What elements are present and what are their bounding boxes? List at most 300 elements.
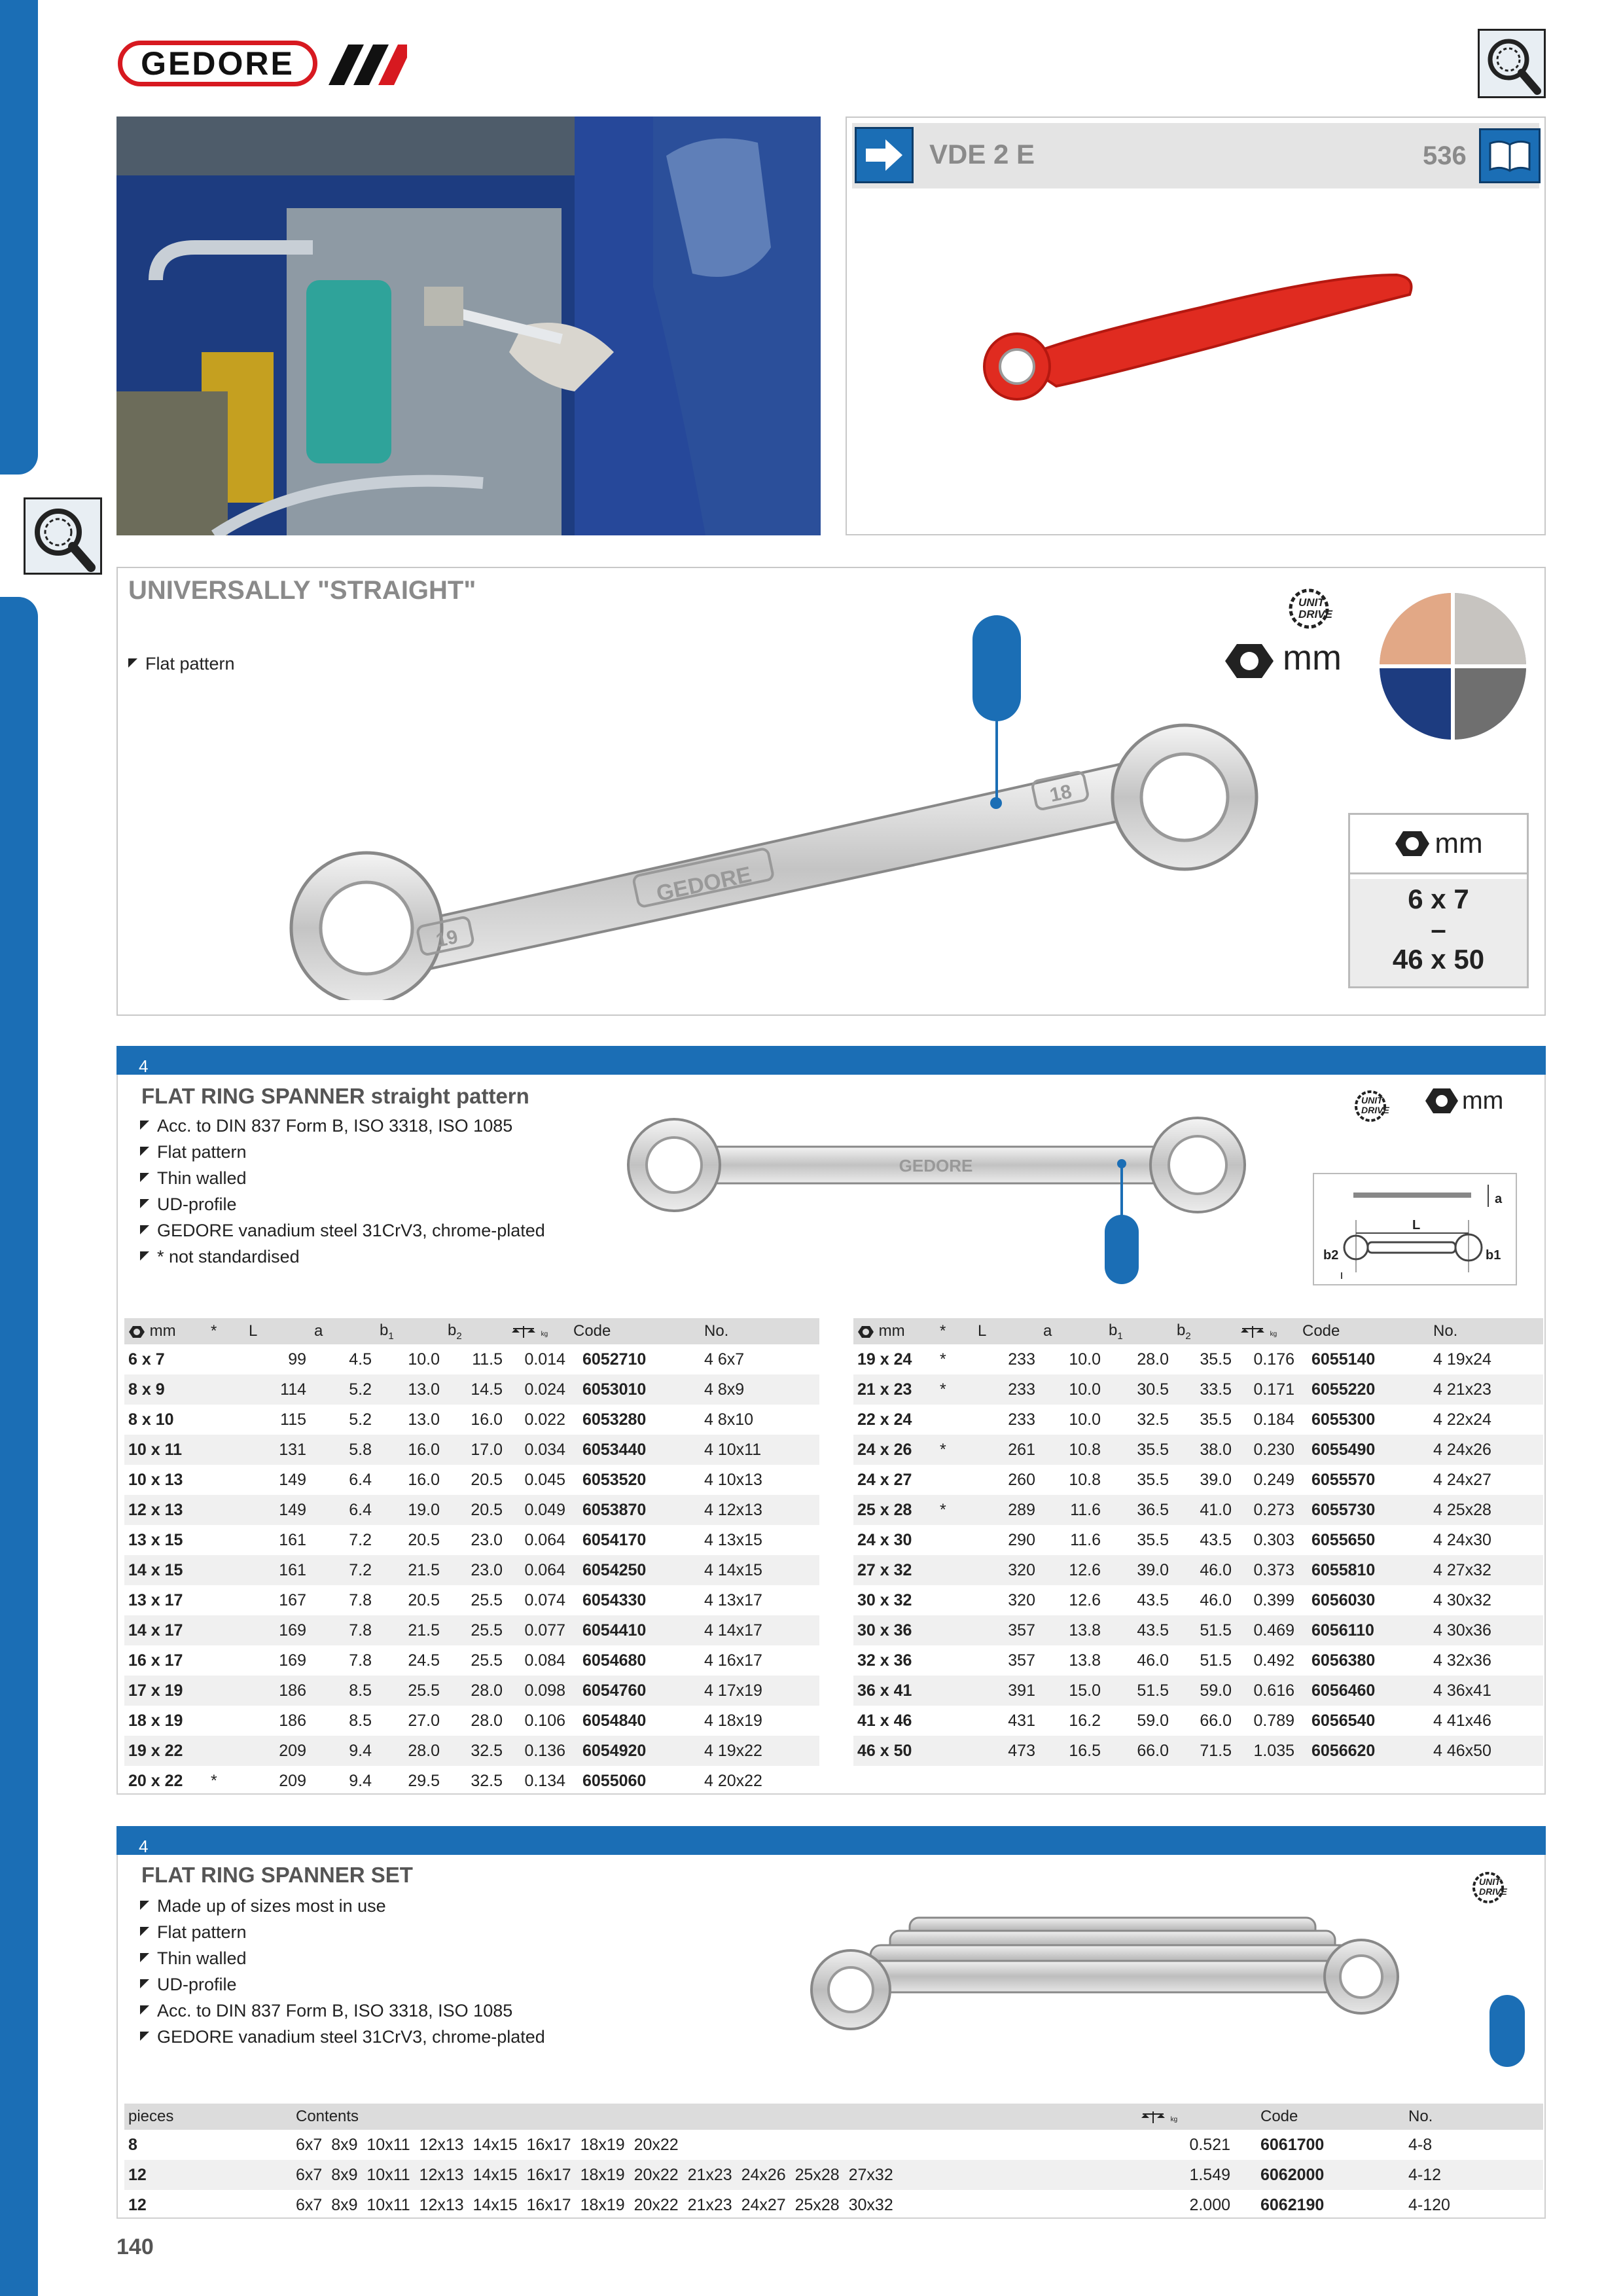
cell-code: 6054330 [582,1590,647,1609]
cell-b1: 24.5 [408,1651,440,1670]
cell-b2: 35.5 [1200,1410,1232,1429]
table-row [853,1706,1543,1736]
cell-a: 12.6 [1069,1590,1101,1609]
table-row [124,2190,1543,2220]
col-code: Code [1298,1318,1429,1344]
cell-star [207,1374,245,1405]
cell-size: 17 x 19 [124,1676,207,1706]
cell-a: 16.2 [1069,1711,1101,1730]
side-tab-bottom [0,597,38,2296]
cell-a: 13.8 [1069,1651,1101,1670]
cell-b2: 39.0 [1200,1470,1232,1489]
table-row [124,1676,819,1706]
cell-contents: 6x7 8x9 10x11 12x13 14x15 16x17 18x19 20x22 21x23 24x26 25x28 27x32 [292,2160,1136,2190]
section-title [141,1084,529,1109]
cell-size: 20 x 22 [128,1771,183,1790]
cell-b2: 33.5 [1173,1374,1236,1405]
cell-weight: 0.045 [524,1470,565,1489]
table-row [124,1525,819,1555]
pointer-line [995,721,998,800]
table-row [124,1374,819,1405]
cell-L: 167 [279,1590,306,1609]
cell-no: 4 10x11 [700,1435,819,1465]
cell-b2: 25.5 [471,1590,503,1609]
cell-no: 4 24x26 [1429,1435,1543,1465]
col-weight-unit: kg [541,1331,548,1338]
cell-size: 16 x 17 [128,1651,183,1670]
side-tab-top [0,0,38,475]
bullet-item: Thin walled [139,1165,545,1191]
cell-b2: 46.0 [1200,1590,1232,1609]
cell-pieces: 12 [128,2195,147,2214]
hex-nut-icon [1424,1086,1459,1115]
cell-size: 41 x 46 [857,1711,912,1730]
cell-b1: 51.5 [1105,1676,1173,1706]
crossref-page[interactable]: 536 [1423,141,1467,170]
col-no: No. [1404,2104,1543,2130]
cell-b1: 21.5 [376,1615,444,1645]
diagram-label-a: a [1495,1192,1503,1206]
unit-drive-line1: UNIT [1479,1876,1501,1887]
cell-L: 99 [288,1350,306,1369]
cell-b1: 16.0 [376,1435,444,1465]
cell-a: 8.5 [310,1676,376,1706]
cell-b2: 41.0 [1173,1495,1236,1525]
size-range-dash: – [1431,914,1446,944]
col-a: a [1039,1318,1105,1344]
pointer-pill [1489,1995,1525,2067]
bullet-item: Flat pattern [127,651,235,677]
cell-code: 6054840 [582,1711,647,1730]
cell-a: 10.0 [1039,1374,1105,1405]
cell-star [207,1344,245,1374]
cell-weight: 0.399 [1253,1590,1294,1609]
cell-b2: 38.0 [1173,1435,1236,1465]
cell-size: 19 x 22 [124,1736,207,1766]
col-size-unit: mm [149,1322,176,1340]
global-use-icon [1374,588,1531,745]
wrench-brand-mark: GEDORE [899,1156,973,1175]
cell-a: 15.0 [1039,1676,1105,1706]
cell-b1: 35.5 [1137,1470,1169,1489]
cell-no: 4 30x32 [1433,1590,1491,1609]
scale-icon [510,1325,537,1339]
cell-code: 6056620 [1298,1736,1429,1766]
cell-size: 10 x 11 [124,1435,207,1465]
spanner-set-image [805,1898,1407,2042]
cell-star [207,1435,245,1465]
arrow-right-icon[interactable] [855,127,914,183]
col-b2-sub: 2 [1185,1330,1191,1342]
unit-drive-icon [1470,1868,1522,1910]
cell-L: 169 [245,1615,310,1645]
bullet-item: Made up of sizes most in use [139,1893,545,1919]
cell-b2: 16.0 [471,1410,503,1429]
section-number: 4 [139,1837,149,1856]
cell-star: * [940,1350,946,1369]
cell-L: 260 [1008,1470,1035,1489]
cell-no: 4 19x24 [1433,1350,1491,1369]
cell-a: 6.4 [310,1495,376,1525]
cell-b1: 32.5 [1137,1410,1169,1429]
cell-code: 6056460 [1298,1676,1429,1706]
cell-star [207,1676,245,1706]
cell-no: 4 13x17 [704,1590,762,1609]
cell-weight: 0.024 [507,1374,569,1405]
cell-b2: 23.0 [471,1530,503,1549]
table-row [124,1465,819,1495]
cell-b2: 43.5 [1200,1530,1232,1549]
cell-code: 6056540 [1311,1711,1376,1730]
spanner-table-left [124,1318,819,1796]
cell-b2: 20.5 [471,1470,503,1489]
table-row [853,1405,1543,1435]
cell-L: 169 [279,1651,306,1670]
cell-b1: 20.5 [408,1590,440,1609]
cell-b2: 25.5 [471,1651,503,1670]
cell-b1: 46.0 [1137,1651,1169,1670]
cell-no: 4 21x23 [1429,1374,1543,1405]
bullet-item: Flat pattern [139,1139,545,1165]
table-row [124,1706,819,1736]
cell-weight: 0.616 [1236,1676,1298,1706]
cell-weight: 0.273 [1236,1495,1298,1525]
cell-b1: 66.0 [1105,1736,1173,1766]
cell-a: 5.8 [310,1435,376,1465]
cell-size: 19 x 24 [857,1350,912,1369]
cell-b1: 25.5 [376,1676,444,1706]
cell-weight: 1.549 [1136,2160,1234,2190]
cell-a: 7.8 [349,1651,372,1670]
cell-size: 13 x 17 [128,1590,183,1609]
cell-star [936,1525,974,1555]
pointer-dot [990,797,1002,809]
intro-title: UNIVERSALLY "STRAIGHT" [128,576,476,605]
cell-a: 11.6 [1039,1495,1105,1525]
cell-code: 6054410 [569,1615,700,1645]
cell-L: 161 [279,1530,306,1549]
cell-no: 4 24x27 [1433,1470,1491,1489]
cell-weight: 0.034 [507,1435,569,1465]
table-row [853,1344,1543,1374]
col-b1-label: b [380,1321,389,1339]
col-L: L [974,1318,1039,1344]
table-row [853,1555,1543,1585]
table-row [124,1495,819,1525]
cell-L: 357 [1008,1651,1035,1670]
cell-code: 6055570 [1311,1470,1376,1489]
cell-size: 14 x 15 [124,1555,207,1585]
cell-star [207,1615,245,1645]
cell-b1: 35.5 [1137,1530,1169,1549]
cell-code: 6056030 [1311,1590,1376,1609]
cell-code: 6062000 [1234,2160,1404,2190]
cell-L: 320 [974,1555,1039,1585]
cell-no: 4 30x36 [1429,1615,1543,1645]
cell-b2: 11.5 [472,1350,503,1369]
cell-size: 13 x 15 [128,1530,183,1549]
pointer-line [1120,1168,1123,1217]
col-pieces: pieces [124,2104,292,2130]
cell-weight: 1.035 [1236,1736,1298,1766]
bullet-item: Acc. to DIN 837 Form B, ISO 3318, ISO 1085 [139,1113,545,1139]
cell-no: 4 24x30 [1433,1530,1491,1549]
cell-size: 24 x 26 [853,1435,936,1465]
col-L: L [245,1318,310,1344]
cell-b1: 21.5 [376,1555,444,1585]
col-star: * [936,1318,974,1344]
table-header [124,2104,1543,2130]
cell-b1: 43.5 [1137,1590,1169,1609]
table-row [853,1495,1543,1525]
table-row [124,1615,819,1645]
cell-star: * [936,1435,974,1465]
cell-no: 4 14x17 [700,1615,819,1645]
cell-b1: 30.5 [1105,1374,1173,1405]
cell-star [936,1706,974,1736]
cell-no: 4 16x17 [704,1651,762,1670]
bullet-item: UD-profile [139,1971,545,1998]
cell-weight: 0.064 [507,1555,569,1585]
cell-star [936,1555,974,1585]
cell-b2: 20.5 [444,1495,507,1525]
wrench-size-right: 18 [1048,780,1074,807]
cell-a: 10.0 [1069,1410,1101,1429]
cell-weight: 0.084 [524,1651,565,1670]
dimension-diagram [1313,1173,1517,1285]
bullet-item: UD-profile [139,1191,545,1217]
search-ring-icon[interactable] [1478,29,1546,98]
cell-a: 7.2 [310,1555,376,1585]
section-title-rest: straight pattern [365,1084,529,1108]
cell-no: 4 14x15 [700,1555,819,1585]
cell-size: 30 x 32 [857,1590,912,1609]
unit-label: mm [1462,1086,1504,1115]
cell-weight: 0.106 [524,1711,565,1730]
cell-weight: 0.064 [524,1530,565,1549]
cell-code: 6056110 [1298,1615,1429,1645]
pointer-dot [1117,1159,1126,1168]
size-range-from: 6 x 7 [1408,884,1469,914]
cell-code: 6054680 [582,1651,647,1670]
bullet-item: * not standardised [139,1244,545,1270]
cell-a: 8.5 [349,1711,372,1730]
cell-no: 4 36x41 [1429,1676,1543,1706]
cell-a: 12.6 [1039,1555,1105,1585]
cell-no: 4 46x50 [1429,1736,1543,1766]
cell-a: 7.8 [310,1615,376,1645]
bullet-item: Acc. to DIN 837 Form B, ISO 3318, ISO 1085 [139,1998,545,2024]
table-header [124,1318,819,1344]
cell-size: 24 x 27 [857,1470,912,1489]
cell-size: 32 x 36 [857,1651,912,1670]
cell-size: 21 x 23 [853,1374,936,1405]
crossref-panel [846,117,1546,535]
diagram-label-L: L [1412,1218,1421,1232]
cell-code: 6055490 [1298,1435,1429,1465]
cell-no: 4 25x28 [1429,1495,1543,1525]
pointer-pill [972,615,1021,721]
cell-code: 6061700 [1260,2135,1325,2154]
cell-no: 4 10x13 [704,1470,762,1489]
cell-no: 4-8 [1408,2135,1433,2154]
cell-L: 357 [974,1615,1039,1645]
cell-b2: 66.0 [1200,1711,1232,1730]
cell-no: 4 20x22 [704,1771,762,1790]
cell-code: 6055140 [1311,1350,1376,1369]
cell-L: 149 [279,1470,306,1489]
cell-weight: 0.469 [1236,1615,1298,1645]
col-b2 [444,1318,507,1344]
cell-star [207,1736,245,1766]
bullet-item: GEDORE vanadium steel 31CrV3, chrome-plated [139,1217,545,1244]
cell-b2: 46.0 [1173,1555,1236,1585]
cell-weight: 0.492 [1253,1651,1294,1670]
cell-b2: 25.5 [444,1615,507,1645]
cell-a: 11.6 [1070,1530,1101,1549]
cell-weight: 0.136 [507,1736,569,1766]
cell-no: 4 12x13 [700,1495,819,1525]
col-b2 [1173,1318,1236,1344]
table-row [124,1555,819,1585]
size-range-to: 46 x 50 [1392,944,1485,975]
cell-b2: 14.5 [444,1374,507,1405]
cell-no: 4-12 [1404,2160,1543,2190]
cell-b1: 13.0 [408,1410,440,1429]
table-row [124,1766,819,1796]
col-weight-unit: kg [1170,2116,1178,2123]
bullet-item: GEDORE vanadium steel 31CrV3, chrome-plated [139,2024,545,2050]
col-code: Code [1234,2104,1404,2130]
cell-weight: 0.373 [1236,1555,1298,1585]
col-weight-unit: kg [1270,1331,1277,1338]
cell-b2: 32.5 [471,1771,503,1790]
cell-size: 30 x 36 [853,1615,936,1645]
vde-spanner-image [965,262,1423,406]
cell-no: 4 32x36 [1433,1651,1491,1670]
cell-weight: 0.098 [507,1676,569,1706]
cell-contents: 6x7 8x9 10x11 12x13 14x15 16x17 18x19 20x22 [296,2135,679,2154]
cell-star [936,1736,974,1766]
intro-bullets [127,651,235,677]
diagram-label-b1: b1 [1486,1248,1501,1263]
cell-b2: 23.0 [444,1555,507,1585]
col-code: Code [569,1318,700,1344]
cell-no: 4 27x32 [1429,1555,1543,1585]
cell-no: 4 19x22 [700,1736,819,1766]
cell-b1: 19.0 [376,1495,444,1525]
crossref-title[interactable]: VDE 2 E [929,139,1035,170]
col-b1 [1105,1318,1173,1344]
cell-b1: 16.0 [408,1470,440,1489]
cell-star [207,1585,245,1615]
cell-a: 10.8 [1039,1435,1105,1465]
cell-weight: 0.303 [1253,1530,1294,1549]
cell-L: 186 [245,1676,310,1706]
cell-code: 6053280 [582,1410,647,1429]
cell-b2: 59.0 [1173,1676,1236,1706]
cell-size: 18 x 19 [128,1711,183,1730]
cell-weight: 0.049 [507,1495,569,1525]
cell-weight: 0.077 [507,1615,569,1645]
cell-a: 9.4 [310,1736,376,1766]
cell-b1: 43.5 [1105,1615,1173,1645]
unit-drive-line1: UNIT [1361,1095,1383,1105]
cell-b1: 28.0 [1137,1350,1169,1369]
cell-size: 36 x 41 [853,1676,936,1706]
unit-drive-line1: UNIT [1298,596,1325,609]
cell-a: 10.0 [1069,1350,1101,1369]
cell-weight: 0.521 [1189,2135,1230,2154]
cell-weight: 0.074 [524,1590,565,1609]
cell-size: 27 x 32 [853,1555,936,1585]
cell-a: 16.5 [1039,1736,1105,1766]
section-title: FLAT RING SPANNER SET [141,1863,413,1887]
book-icon[interactable] [1479,128,1541,183]
col-weight [1136,2104,1234,2130]
cell-b2: 32.5 [444,1736,507,1766]
table-row [124,1645,819,1676]
wrench-brand-mark: GEDORE [654,862,754,906]
cell-L: 209 [245,1736,310,1766]
section-number: 4 [139,1056,149,1076]
cell-code: 6055220 [1298,1374,1429,1405]
col-b1-sub: 1 [388,1330,394,1342]
unit-drive-line2: DRIVE [1298,608,1332,620]
cell-size: 46 x 50 [853,1736,936,1766]
unit-label: mm [1283,638,1342,677]
cell-L: 114 [245,1374,310,1405]
cell-L: 186 [279,1711,306,1730]
col-no: No. [1429,1318,1543,1344]
cell-no: 4 18x19 [704,1711,762,1730]
cell-size: 10 x 13 [128,1470,183,1489]
cell-code: 6055650 [1311,1530,1376,1549]
cell-no: 4 6x7 [704,1350,745,1369]
col-size [853,1318,936,1344]
cell-weight: 0.014 [524,1350,565,1369]
search-ring-icon[interactable] [24,497,102,575]
hex-nut-icon [857,1325,874,1339]
cell-a: 6.4 [349,1470,372,1489]
flat-ring-spanner-image [622,1113,1250,1217]
cell-code: 6055810 [1298,1555,1429,1585]
cell-pieces: 12 [124,2160,292,2190]
cell-b1: 39.0 [1105,1555,1173,1585]
cell-no: 4 41x46 [1433,1711,1491,1730]
cell-b1: 59.0 [1137,1711,1169,1730]
col-b2-label: b [1177,1321,1186,1339]
set-table [124,2104,1543,2220]
cell-a: 5.2 [349,1410,372,1429]
hex-nut-icon [1224,640,1276,682]
cell-no: 4 17x19 [700,1676,819,1706]
cell-b1: 10.0 [408,1350,440,1369]
cell-a: 13.8 [1039,1615,1105,1645]
cell-weight: 0.789 [1253,1711,1294,1730]
table-row [124,2130,1543,2160]
spanner-table-right [853,1318,1543,1766]
cell-code: 6053520 [582,1470,647,1489]
hex-nut-icon [128,1325,145,1339]
table-row [853,1736,1543,1766]
cell-a: 5.2 [310,1374,376,1405]
cell-size: 24 x 30 [857,1530,912,1549]
cell-star [936,1405,974,1435]
cell-weight: 0.022 [524,1410,565,1429]
section-bar [116,1046,1546,1075]
cell-no: 4-120 [1408,2195,1450,2214]
